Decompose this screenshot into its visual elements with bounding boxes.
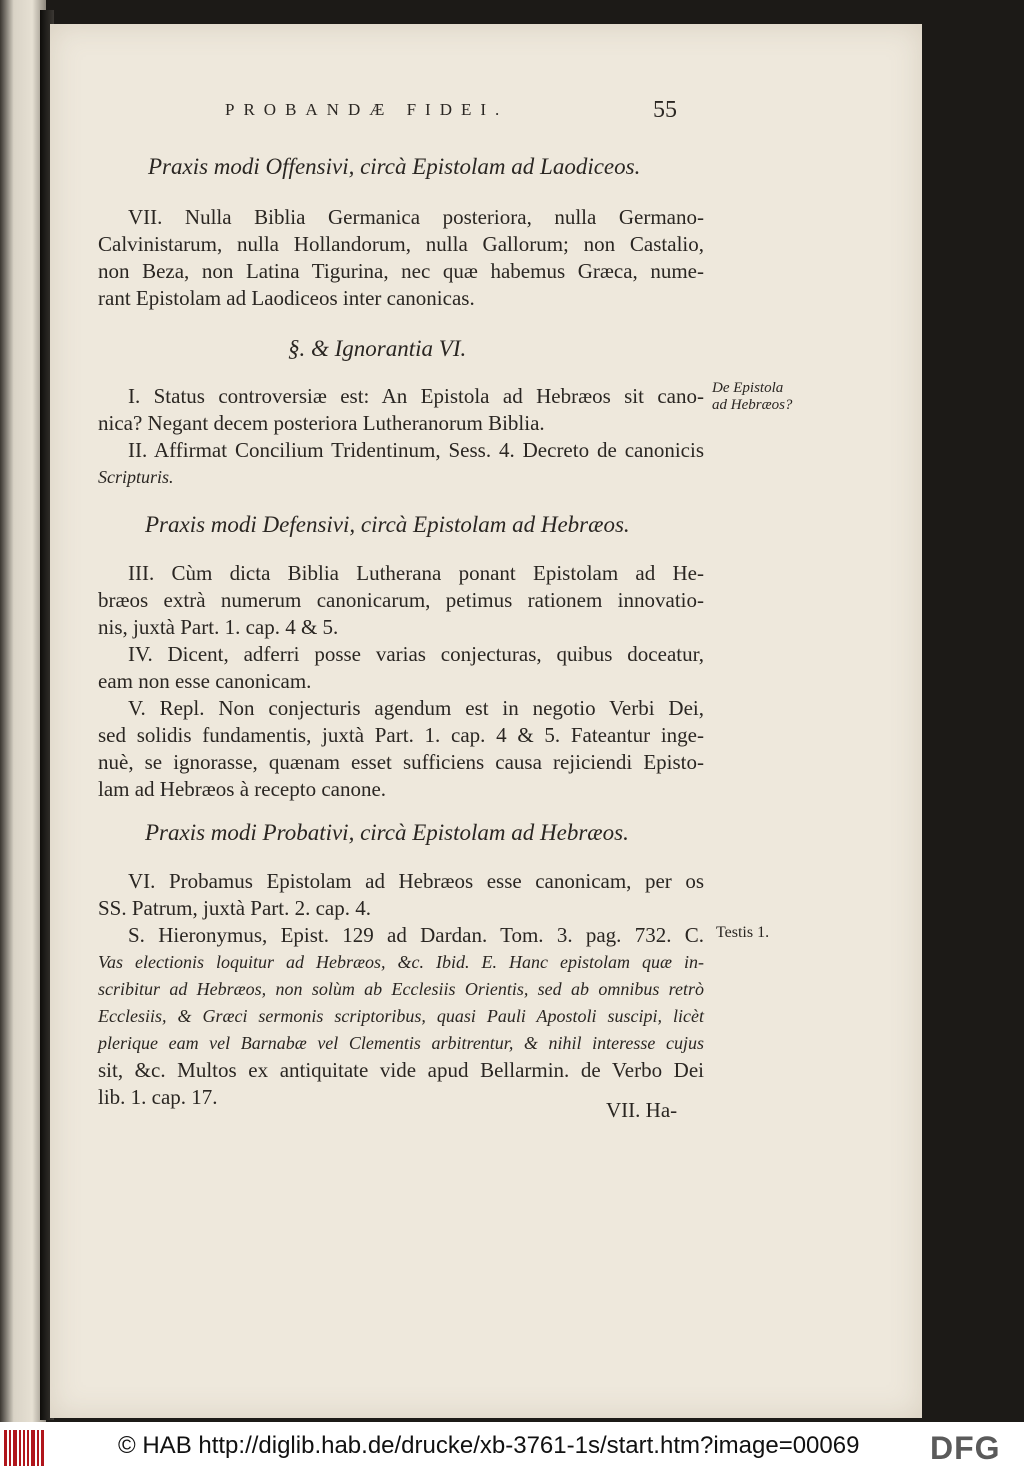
catchword: VII. Ha- [606, 1098, 678, 1122]
viewer-footer [0, 1422, 1024, 1474]
page-number: 55 [653, 97, 677, 123]
margin-note-line: ad Hebræos? [712, 397, 793, 413]
text-line: V. Repl. Non conjecturis agendum est in negotio Verbi Dei, [128, 696, 704, 720]
barcode-icon [4, 1430, 44, 1466]
text-line: non Beza, non Latina Tigurina, nec quæ habemus Græca, nume- [98, 259, 704, 283]
margin-note-line: Testis 1. [716, 924, 770, 941]
text-line: nica? Negant decem posteriora Lutheranorum Biblia. [98, 411, 545, 435]
text-line: bræos extrà numerum canonicarum, petimus rationem innovatio- [98, 588, 704, 612]
section-heading: Praxis modi Offensivi, circà Epistolam ad Laodiceos. [148, 154, 641, 179]
text-line: IV. Dicent, adferri posse varias conjecturas, quibus doceatur, [128, 642, 704, 666]
margin-note [716, 924, 769, 941]
paragraph [98, 641, 704, 695]
text-line: rant Epistolam ad Laodiceos inter canonicas. [98, 286, 475, 310]
text-line: scribitur ad Hebræos, non solùm ab Ecclesiis Orientis, sed ab omnibus retrò [98, 979, 704, 999]
text-line: S. Hieronymus, Epist. 129 ad Dardan. Tom. 3. pag. 732. C. [128, 923, 704, 947]
margin-note-line: De Epistola [712, 380, 784, 396]
text-line: plerique eam vel Barnabæ vel Clementis arbitrentur, & nihil interesse cujus [98, 1033, 704, 1053]
paragraph [98, 204, 704, 312]
dfg-logo: DFG [930, 1430, 1001, 1466]
running-head [225, 100, 705, 130]
text-line: SS. Patrum, juxtà Part. 2. cap. 4. [98, 896, 371, 920]
paragraph [98, 868, 704, 922]
section-heading: §. & Ignorantia VI. [288, 336, 467, 361]
text-line: VII. Nulla Biblia Germanica posteriora, nulla Germano- [128, 205, 704, 229]
margin-note [712, 380, 792, 414]
text-line: I. Status controversiæ est: An Epistola ad Hebræos sit cano- [128, 384, 704, 408]
section-heading: Praxis modi Defensivi, circà Epistolam ad Hebræos. [145, 512, 630, 537]
text-line: nis, juxtà Part. 1. cap. 4 & 5. [98, 615, 339, 639]
section-heading: Praxis modi Probativi, circà Epistolam ad Hebræos. [145, 820, 629, 845]
text-line: II. Affirmat Concilium Tridentinum, Sess. 4. Decreto de canonicis [128, 438, 704, 462]
text-line: Vas electionis loquitur ad Hebræos, &c. Ibid. E. Hanc epistolam quæ in- [98, 952, 704, 972]
paragraph [98, 383, 704, 437]
text-line: Scripturis. [98, 467, 174, 487]
paragraph [98, 922, 704, 1111]
text-line: nuè, se ignorasse, quænam esset sufficiens causa rejiciendi Episto- [98, 750, 704, 774]
paragraph [98, 695, 704, 803]
text-line: VI. Probamus Epistolam ad Hebræos esse canonicam, per os [128, 869, 704, 893]
paragraph [98, 437, 704, 491]
text-line: Ecclesiis, & Græci sermonis scriptoribus, quasi Pauli Apostoli suscipi, licèt [98, 1006, 704, 1026]
copyright-link[interactable]: © HAB http://diglib.hab.de/drucke/xb-3761-1s/start.htm?image=00069 [118, 1432, 860, 1459]
text-line: sit, &c. Multos ex antiquitate vide apud Bellarmin. de Verbo Dei [98, 1058, 704, 1082]
text-line: sed solidis fundamentis, juxtà Part. 1. cap. 4 & 5. Fateantur inge- [98, 723, 704, 747]
text-line: eam non esse canonicam. [98, 669, 312, 693]
paragraph [98, 560, 704, 641]
text-line: III. Cùm dicta Biblia Lutherana ponant Epistolam ad He- [128, 561, 704, 585]
text-line: lam ad Hebræos à recepto canone. [98, 777, 387, 801]
text-line: lib. 1. cap. 17. [98, 1085, 218, 1109]
text-line: Calvinistarum, nulla Hollandorum, nulla Gallorum; non Castalio, [98, 232, 704, 256]
running-head-text: PROBANDÆ FIDEI. [225, 100, 509, 119]
